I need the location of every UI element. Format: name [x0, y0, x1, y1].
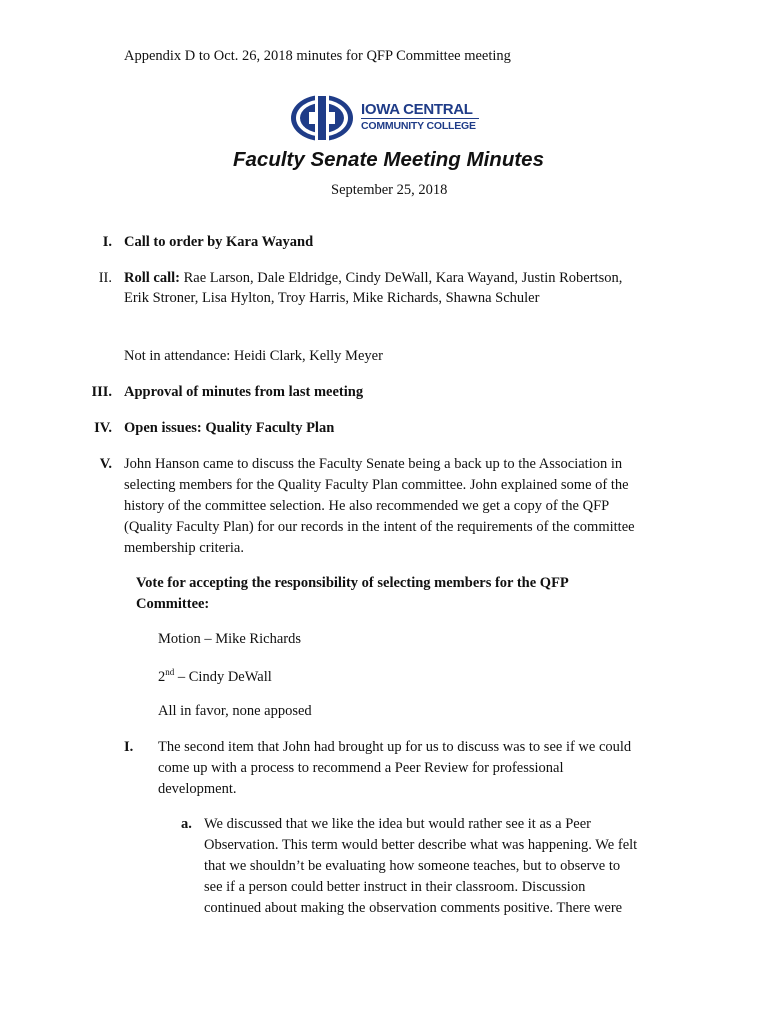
page-title: Faculty Senate Meeting Minutes — [233, 148, 544, 171]
item-iii-heading: Approval of minutes from last meeting — [124, 384, 364, 400]
item-v-line: selecting members for the Quality Faculty Plan committee. John explained some of the — [124, 477, 629, 493]
item-i-heading: Call to order by Kara Wayand — [124, 234, 314, 250]
sub-item-a-line: see if a person could better instruct in their classroom. Discussion — [204, 879, 586, 895]
sub-item-a-line: We discussed that we like the idea but would rather see it as a Peer — [204, 816, 591, 832]
item-v-line: membership criteria. — [124, 540, 244, 556]
vote-heading-line2: Committee: — [136, 596, 210, 612]
sub-item-a-letter: a. — [181, 816, 192, 832]
sub-item-a-line: Observation. This term would better describe what was happening. We felt — [204, 837, 638, 853]
sub-item-i-line: come up with a process to recommend a Peer Review for professional — [158, 760, 564, 776]
vote-second-number: 2 — [158, 668, 166, 685]
logo-line2: COMMUNITY COLLEGE — [361, 120, 476, 132]
sub-item-i-line: The second item that John had brought up for us to discuss was to see if we could — [158, 739, 632, 755]
item-ii-number: II. — [98, 270, 112, 286]
logo-emblem-icon — [289, 92, 355, 144]
item-v-line: history of the committee selection. He also recommended we get a copy of the QFP — [124, 498, 610, 514]
sub-item-i-number: I. — [124, 739, 134, 755]
not-in-attendance: Not in attendance: Heidi Clark, Kelly Meyer — [124, 348, 383, 364]
item-iii-number: III. — [91, 384, 112, 400]
sub-item-a-line: continued about making the observation comments positive. There were — [204, 900, 623, 916]
roll-call-label: Roll call: — [124, 270, 180, 286]
item-iv-number: IV. — [94, 420, 112, 436]
vote-second — [158, 667, 272, 686]
item-v-number: V. — [99, 456, 112, 472]
item-ii-line1 — [124, 270, 622, 287]
item-v-line: John Hanson came to discuss the Faculty Senate being a back up to the Association in — [124, 456, 623, 472]
roll-call-names-2: Erik Stroner, Lisa Hylton, Troy Harris, Mike Richards, Shawna Schuler — [124, 290, 540, 306]
sub-item-i-line: development. — [158, 781, 237, 797]
meeting-date: September 25, 2018 — [331, 182, 448, 198]
vote-heading-line1: Vote for accepting the responsibility of selecting members for the QFP — [136, 575, 569, 591]
item-i-number: I. — [102, 234, 112, 250]
vote-result: All in favor, none apposed — [158, 703, 312, 719]
vote-second-name: – Cindy DeWall — [174, 668, 272, 685]
item-iv-heading: Open issues: Quality Faculty Plan — [124, 420, 335, 436]
roll-call-names-1: Rae Larson, Dale Eldridge, Cindy DeWall, Kara Wayand, Justin Robertson, — [179, 270, 623, 286]
college-logo — [289, 92, 489, 144]
sub-item-a-line: that we shouldn’t be evaluating how someone teaches, but to observe to — [204, 858, 621, 874]
vote-second-suffix: nd — [165, 667, 175, 677]
vote-motion: Motion – Mike Richards — [158, 631, 301, 647]
logo-line1: IOWA CENTRAL — [361, 101, 473, 118]
header-note: Appendix D to Oct. 26, 2018 minutes for QFP Committee meeting — [124, 48, 511, 64]
item-v-line: (Quality Faculty Plan) for our records in the intent of the requirements of the committee — [124, 519, 635, 535]
